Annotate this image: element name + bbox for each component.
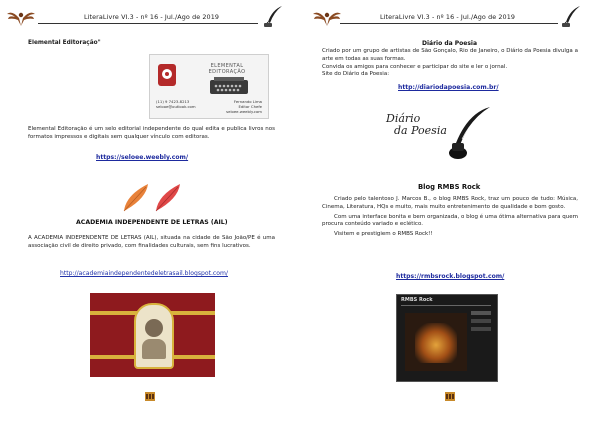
rmbs-body <box>322 196 578 239</box>
ail-body: A ACADEMIA INDEPENDENTE DE LETRAS (AIL), situada na cidade de São João/PE é uma associação civil de direito privado, com finalidades culturais, sem fins lucrativos. <box>28 235 275 249</box>
page-header <box>0 6 300 26</box>
card-person: Fernando Lima Editor Chefe seloee.weebly.com <box>226 99 262 114</box>
rmbs-body-1: Criado pelo talentoso J. Marcos B., o blog RMBS Rock, traz um pouco de tudo: Música, Cinema, Literatura, HQs e muito, mais muito entretenimento de qualidade e bom gosto. <box>322 196 578 210</box>
header-rule <box>340 23 558 24</box>
rmbs-link[interactable]: https://rmbsrock.blogspot.com/ <box>396 273 505 280</box>
header-rule <box>38 23 258 24</box>
elemental-heading: Elemental Editoração" <box>28 40 101 46</box>
ail-emblem <box>134 303 174 369</box>
ail-heading: ACADEMIA INDEPENDENTE DE LETRAS (AIL) <box>76 219 228 226</box>
card-brand: ELEMENTAL EDITORAÇÃO <box>208 63 246 75</box>
diario-body-line-1: Criado por um grupo de artistas de São Gonçalo, Rio de Janeiro, o Diário da Poesia divulga a arte em todas as suas formas. <box>322 48 578 62</box>
page-number-badge <box>445 386 455 395</box>
rmbs-screenshot <box>396 294 498 382</box>
ail-link[interactable]: http://academiaindependentedeletrasail.blogspot.com/ <box>60 270 228 277</box>
phoenix-logo-icon <box>6 6 36 28</box>
feathers-icon <box>120 181 186 213</box>
rmbs-heading: Blog RMBS Rock <box>418 183 481 191</box>
elemental-link[interactable]: https://seloee.weebly.com/ <box>96 154 189 161</box>
page-number-badge <box>145 386 155 395</box>
quill-icon <box>262 4 286 28</box>
ail-flag <box>90 293 215 377</box>
diario-body <box>322 48 578 79</box>
diario-heading: Diário da Poesia <box>422 40 478 47</box>
right-page <box>300 0 600 424</box>
header-title: LiteraLivre VI.3 - nº 16 - Jul./Ago de 2019 <box>84 13 220 21</box>
typewriter-icon <box>208 76 250 96</box>
rmbs-body-2: Com uma interface bonita e bem organizada, o blog é uma ótima alternativa para quem procura conteúdo variado e eclético. <box>322 213 578 228</box>
quill-inkwell-icon <box>438 103 494 163</box>
elemental-body: Elemental Editoração é um selo editorial independente do qual edita e publica livros nos formatos impressos e digitais sem qualquer vínculo com editoras. <box>28 126 275 140</box>
diario-body-line-2: Convida os amigos para conhecer e participar do site e ler o jornal. <box>322 63 508 70</box>
phoenix-logo-icon <box>312 6 342 28</box>
card-logo <box>158 64 176 86</box>
elemental-business-card <box>149 54 269 119</box>
card-contact: (11) 9 7423-8213 selooe@outlook.com <box>156 99 196 109</box>
diario-body-line-3: Site do Diário da Poesia: <box>322 71 390 78</box>
page-header <box>300 6 600 26</box>
diario-logo <box>380 103 500 165</box>
quill-icon <box>560 4 584 28</box>
rmbs-body-3: Visitem e prestigiem o RMBS Rock!! <box>334 231 433 238</box>
rmbs-screenshot-title: RMBS Rock <box>401 297 433 303</box>
header-title: LiteraLivre VI.3 - nº 16 - Jul./Ago de 2019 <box>380 13 516 21</box>
diario-logo-text: Diário da Poesia <box>386 112 447 137</box>
diario-link[interactable]: http://diariodapoesia.com.br/ <box>398 84 499 91</box>
